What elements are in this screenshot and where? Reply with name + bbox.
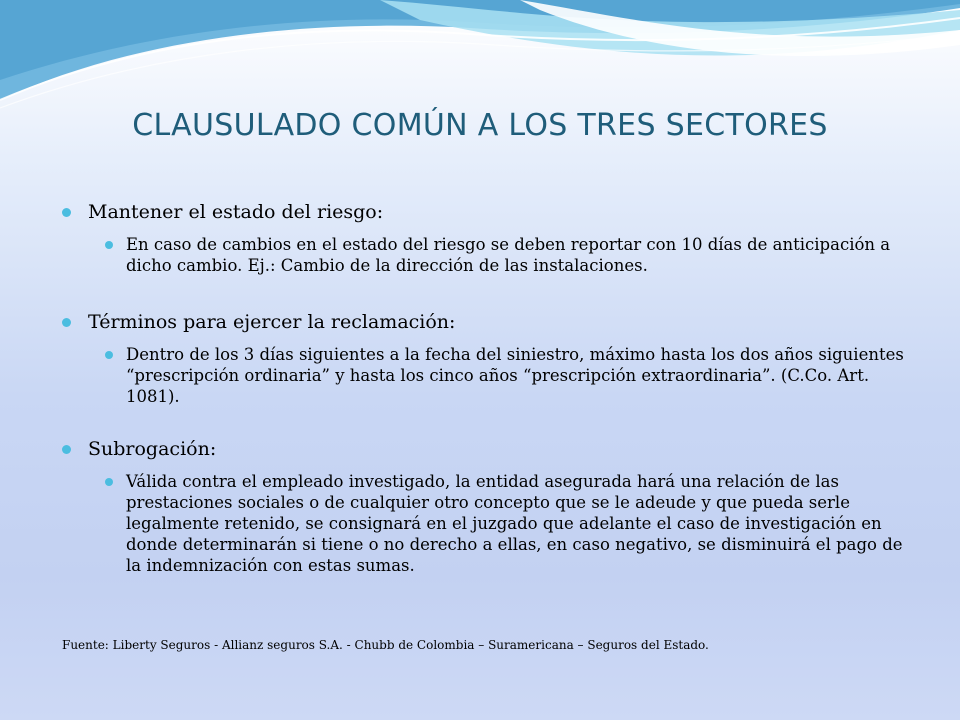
sub-bullet-text: Válida contra el empleado investigado, la entidad asegurada hará una relación de las prestaciones sociales o de cualquier otro concepto que se le adeude y que pueda serle legalmente retenido, se consignará en el juzgado que adelante el caso de investigación en donde determinarán si tiene o no derecho a ellas, en caso negativo, se disminuirá el pago de la indemnización con estas sumas.: [126, 472, 903, 575]
bullet-dot-icon: [62, 318, 71, 327]
sub-bullet-dot-icon: [105, 241, 113, 249]
sub-bullet-maintain-risk: [62, 234, 922, 276]
bullet-maintain-risk: [62, 200, 922, 224]
source-note: Fuente: Liberty Seguros - Allianz seguros S.A. - Chubb de Colombia – Suramericana – Seguros del Estado.: [62, 638, 709, 652]
sub-bullet-text: En caso de cambios en el estado del riesgo se deben reportar con 10 días de anticipación a dicho cambio. Ej.: Cambio de la dirección de las instalaciones.: [126, 235, 891, 275]
sub-bullet-dot-icon: [105, 478, 113, 486]
sub-bullet-text: Dentro de los 3 días siguientes a la fecha del siniestro, máximo hasta los dos años siguientes “prescripción ordinaria” y hasta los cinco años “prescripción extraordinaria”. (C.Co. Art. 1081).: [126, 345, 904, 406]
bullet-dot-icon: [62, 445, 71, 454]
bullet-heading: Subrogación:: [88, 438, 217, 460]
bullet-heading: Términos para ejercer la reclamación:: [88, 311, 456, 333]
header-wave-decoration: [0, 0, 960, 120]
bullet-claim-terms: [62, 310, 922, 334]
sub-bullet-dot-icon: [105, 351, 113, 359]
slide-title: CLAUSULADO COMÚN A LOS TRES SECTORES: [132, 108, 828, 143]
bullet-heading: Mantener el estado del riesgo:: [88, 201, 384, 223]
bullet-list: [62, 200, 922, 576]
bullet-subrogation: [62, 437, 922, 461]
sub-bullet-subrogation: [62, 471, 922, 576]
sub-bullet-claim-terms: [62, 344, 922, 407]
bullet-dot-icon: [62, 208, 71, 217]
